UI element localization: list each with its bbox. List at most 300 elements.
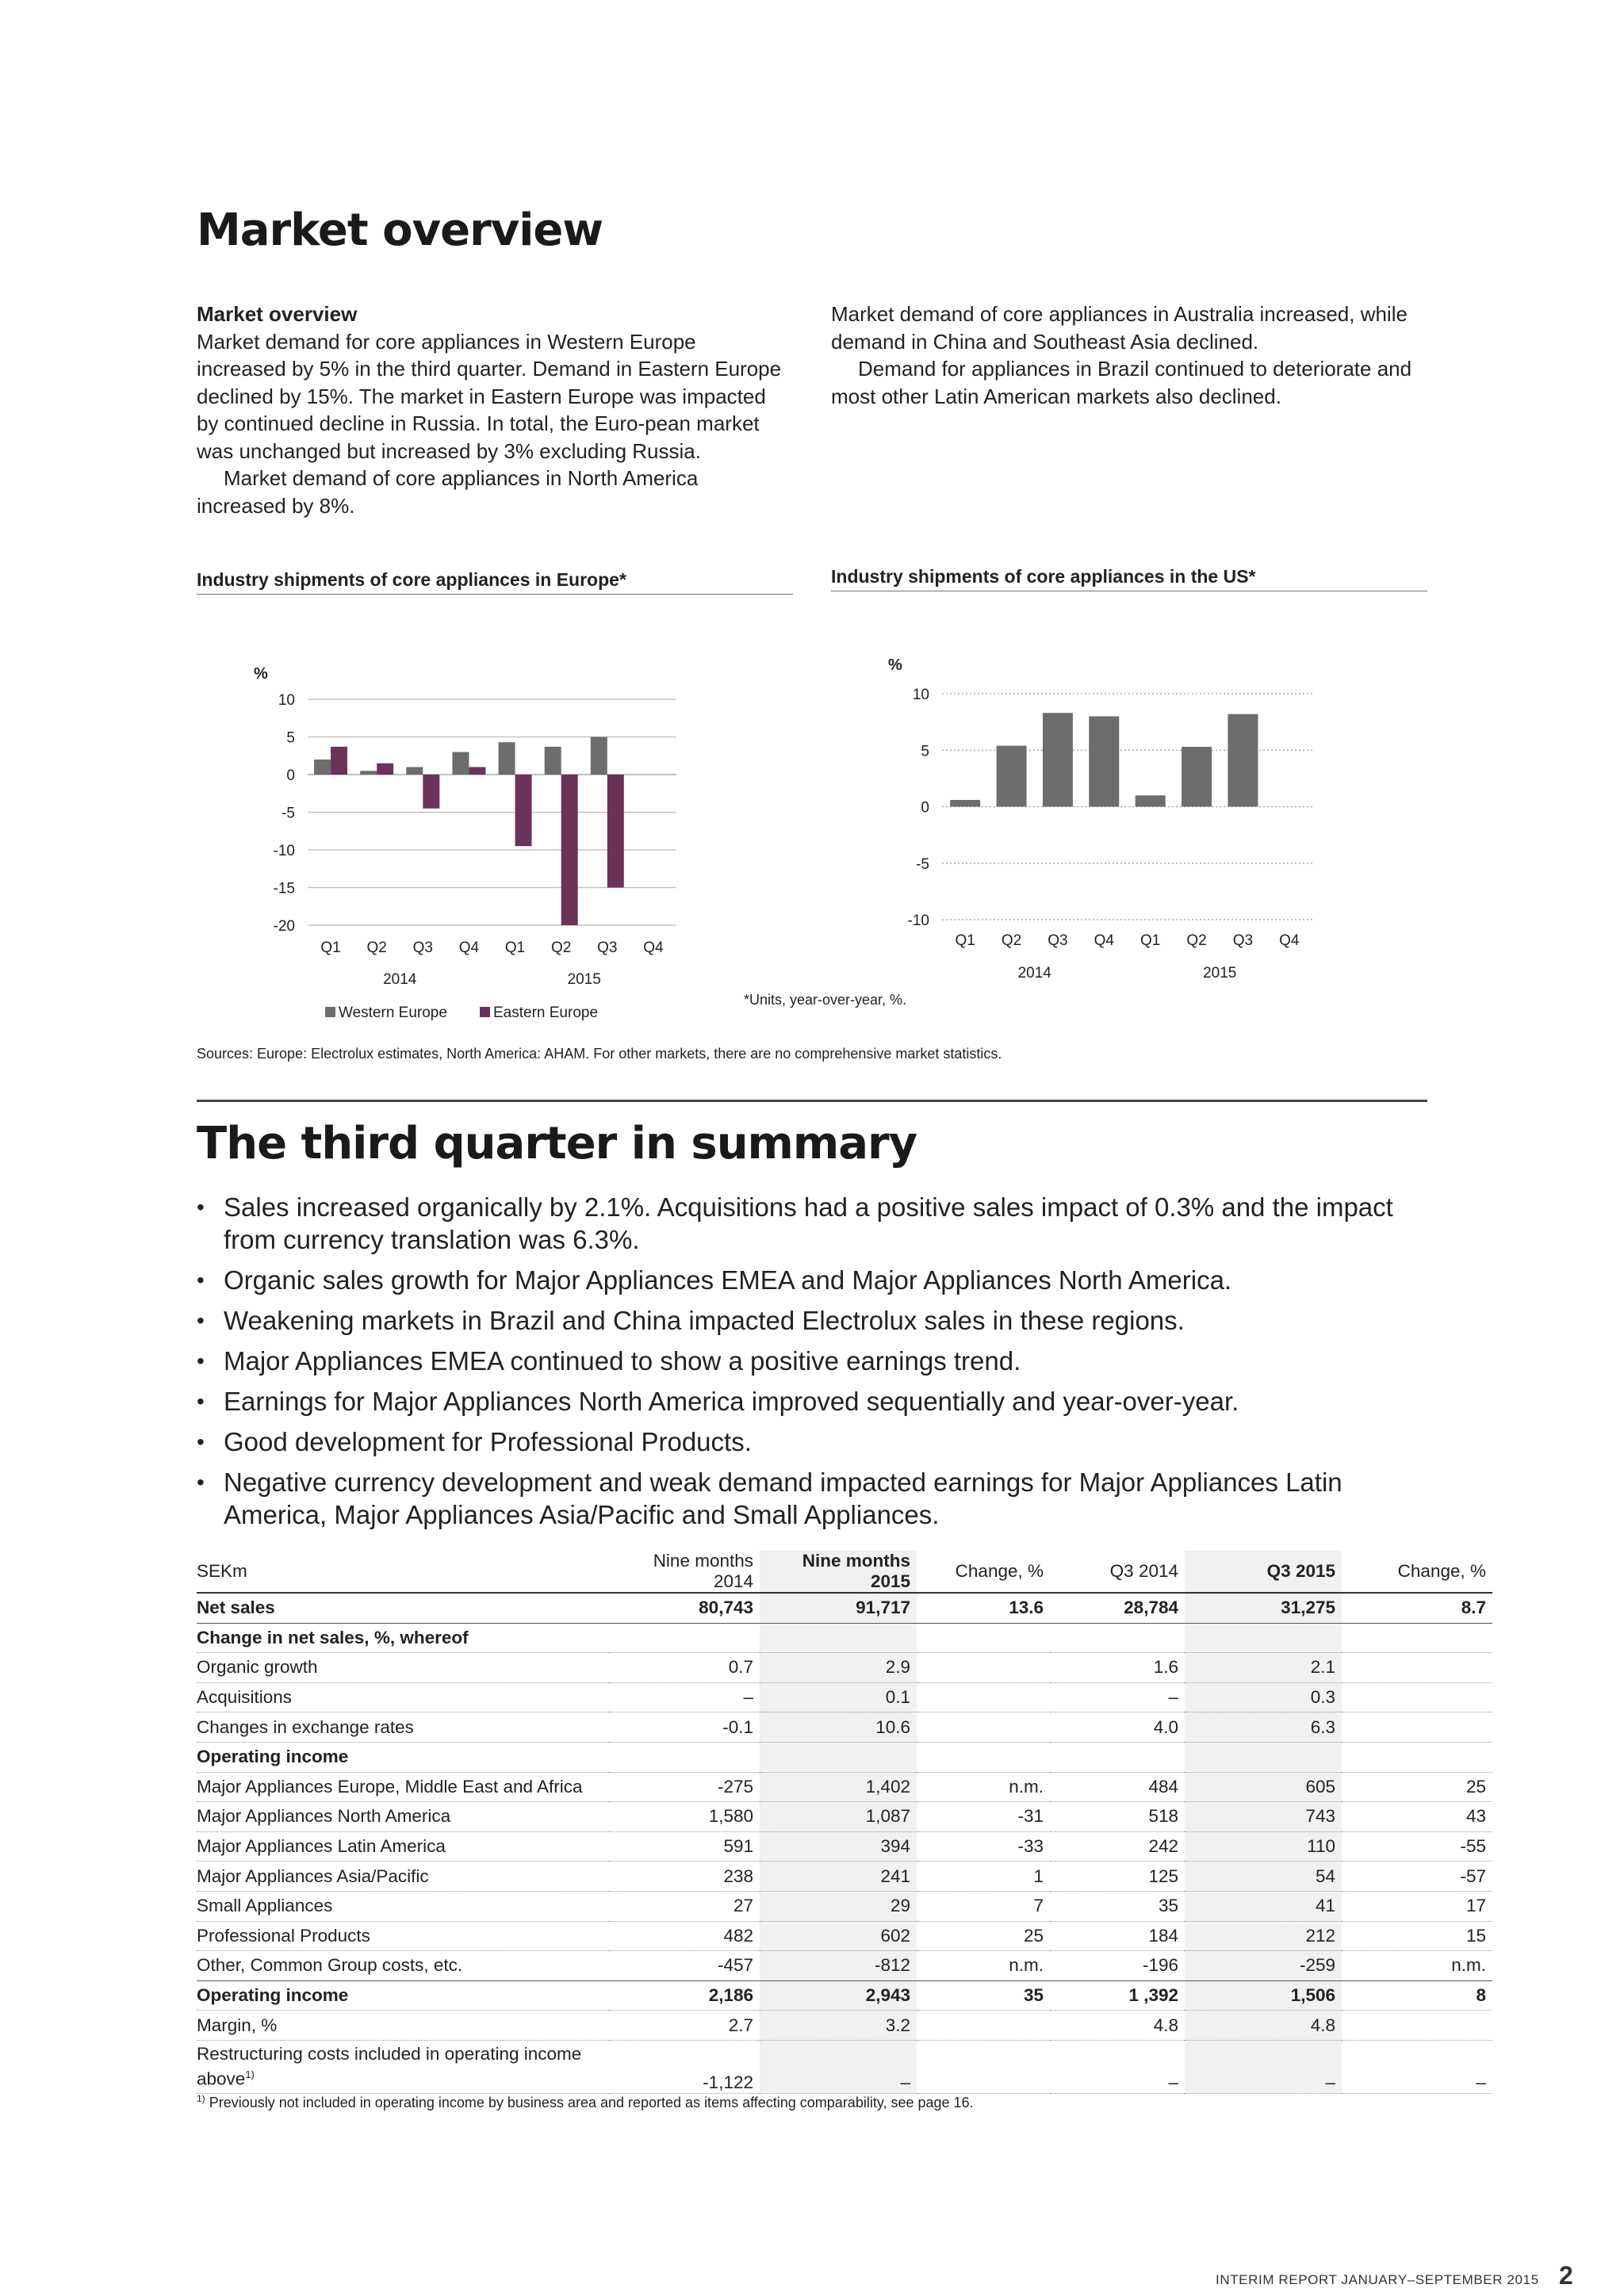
- table-cell: [1185, 1831, 1342, 1862]
- us-bar: [1043, 713, 1073, 806]
- page-number: 2: [1559, 2261, 1573, 2290]
- us-bar: [1089, 717, 1119, 807]
- table-cell: [1050, 1712, 1185, 1743]
- europe-y-tick: 5: [286, 729, 295, 747]
- footnote-mark: 1): [197, 2093, 205, 2104]
- europe-y-tick: 10: [278, 692, 295, 709]
- europe-y-tick: -20: [273, 918, 295, 935]
- table-cell: [917, 1593, 1050, 1623]
- row-label: [197, 1862, 609, 1892]
- europe-bar-western: [545, 747, 561, 775]
- table-cell: [760, 1891, 917, 1921]
- table-header-cell: Change, %: [917, 1551, 1050, 1593]
- table-cell: [609, 1831, 760, 1862]
- us-chart: [831, 634, 1434, 999]
- europe-legend-label: Eastern Europe: [493, 1004, 599, 1021]
- table-cell: [760, 1980, 917, 2011]
- table-cell: [917, 1802, 1050, 1832]
- europe-x-tick: Q2: [551, 939, 572, 956]
- table-cell: [760, 1653, 917, 1683]
- table-cell: [917, 1653, 1050, 1683]
- table-cell: [1185, 1980, 1342, 2011]
- cell-text: 28,784: [1124, 1598, 1178, 1618]
- market-paragraph-1: Market demand for core appliances in Western Europe increased by 5% in the third quarter. Demand in Eastern Europe declined by 15%. The market in Eastern Europe was impacted by continued decline in Russia. In total, the Euro-pean market was unchanged but increased by 3% excluding Russia.: [197, 329, 782, 463]
- cell-text: -57: [1460, 1866, 1486, 1886]
- us-y-tick: 10: [912, 687, 929, 703]
- europe-y-tick: -15: [273, 880, 295, 897]
- table-cell: [760, 1831, 917, 1862]
- europe-bar-western: [499, 742, 515, 775]
- summary-bullet: • Good development for Professional Products.: [197, 1425, 1434, 1458]
- cell-text: 29: [890, 1896, 910, 1916]
- table-cell: [760, 1682, 917, 1712]
- cell-text: 1 ,392: [1128, 1985, 1178, 2006]
- table-cell: [1342, 2040, 1492, 2093]
- cell-text: 1,402: [865, 1776, 910, 1797]
- table-cell: [1050, 1891, 1185, 1921]
- europe-x-tick: Q1: [504, 939, 526, 956]
- table-cell: [917, 1682, 1050, 1712]
- us-x-tick: Q3: [1232, 932, 1254, 949]
- table-cell: [917, 1921, 1050, 1951]
- table-row: [197, 1980, 1492, 2011]
- cell-text: n.m.: [1009, 1955, 1044, 1976]
- table-cell: [1342, 1891, 1492, 1921]
- us-bar: [1136, 795, 1166, 806]
- row-label: [197, 1682, 609, 1712]
- table-row: [197, 2040, 1492, 2093]
- cell-text: 31,275: [1281, 1598, 1335, 1618]
- table-cell: [1185, 2040, 1342, 2093]
- table-cell: [1342, 1772, 1492, 1802]
- cell-text: Other, Common Group costs, etc.: [197, 1955, 463, 1976]
- europe-y-unit: %: [254, 665, 268, 683]
- table-cell: [609, 1623, 760, 1653]
- us-y-tick: 0: [921, 799, 929, 817]
- cell-text: 2.7: [728, 2015, 753, 2035]
- cell-text: 2,186: [708, 1985, 753, 2006]
- europe-bar-eastern: [607, 775, 624, 888]
- cell-text: Acquisitions: [197, 1687, 293, 1708]
- table-cell: [1050, 1951, 1185, 1981]
- europe-chart-title: Industry shipments of core appliances in Europe*: [197, 569, 793, 595]
- cell-text: 3.2: [885, 2015, 910, 2035]
- us-y-tick: -5: [916, 855, 929, 873]
- row-label: [197, 1921, 609, 1951]
- europe-year-label: 2015: [567, 971, 601, 988]
- cell-text: 743: [1305, 1806, 1335, 1827]
- row-label: [197, 1742, 609, 1772]
- table-header-cell: Q3 2015: [1185, 1551, 1342, 1593]
- cell-text: 41: [1315, 1896, 1335, 1916]
- row-label: [197, 1980, 609, 2011]
- summary-bullet: • Earnings for Major Appliances North America improved sequentially and year-over-year.: [197, 1385, 1434, 1418]
- table-cell: [609, 1712, 760, 1743]
- table-cell: [1185, 2011, 1342, 2041]
- table-cell: [609, 1593, 760, 1623]
- us-y-tick: 5: [921, 743, 929, 760]
- footnote-text: Previously not included in operating income by business area and reported as items affecting comparability, see page 16.: [209, 2095, 974, 2110]
- table-cell: [1185, 1891, 1342, 1921]
- table-cell: [609, 1951, 760, 1981]
- cell-text: 238: [723, 1866, 753, 1886]
- us-year-label: 2015: [1203, 965, 1237, 982]
- cell-text: 10.6: [875, 1716, 910, 1737]
- table-row: [197, 1682, 1492, 1712]
- cell-text: 2.9: [885, 1657, 910, 1678]
- table-cell: [609, 1980, 760, 2011]
- footnote-reference: 1): [245, 2068, 255, 2081]
- table-cell: [1185, 1772, 1342, 1802]
- us-y-tick: -10: [907, 913, 929, 929]
- table-cell: [917, 1951, 1050, 1981]
- us-bar: [997, 746, 1027, 807]
- cell-text: 605: [1305, 1776, 1335, 1797]
- table-cell: [609, 1772, 760, 1802]
- cell-text: Changes in exchange rates: [197, 1716, 414, 1737]
- table-row: [197, 1951, 1492, 1981]
- cell-text: 1,506: [1290, 1985, 1335, 2006]
- cell-text: 591: [723, 1836, 753, 1857]
- summary-bullet: • Major Appliances EMEA continued to show a positive earnings trend.: [197, 1345, 1434, 1377]
- cell-text: 4.0: [1153, 1716, 1178, 1737]
- row-label: [197, 1831, 609, 1862]
- table-cell: [1342, 1593, 1492, 1623]
- table-cell: [1185, 1712, 1342, 1743]
- table-cell: [609, 2040, 760, 2093]
- cell-text: Major Appliances Asia/Pacific: [197, 1866, 429, 1886]
- table-cell: [1185, 1951, 1342, 1981]
- us-chart-title: Industry shipments of core appliances in the US*: [831, 566, 1427, 591]
- cell-text: Net sales: [197, 1598, 275, 1618]
- table-footnote: [197, 2093, 974, 2111]
- table-row: [197, 1712, 1492, 1743]
- cell-text: 242: [1148, 1836, 1178, 1857]
- table-header-cell: Q3 2014: [1050, 1551, 1185, 1593]
- table-cell: [1342, 1742, 1492, 1772]
- cell-text: Small Appliances: [197, 1896, 333, 1916]
- table-cell: [1342, 1682, 1492, 1712]
- europe-y-tick: -5: [282, 805, 295, 822]
- table-cell: [917, 2011, 1050, 2041]
- market-paragraph-3: Market demand of core appliances in Australia increased, while demand in China and Southeast Asia declined.: [831, 302, 1408, 354]
- europe-bar-eastern: [515, 775, 532, 846]
- table-cell: [609, 1742, 760, 1772]
- market-subheading: Market overview: [197, 302, 358, 326]
- us-x-tick: Q2: [1186, 932, 1207, 949]
- cell-text: 25: [1023, 1925, 1044, 1946]
- table-row: [197, 1891, 1492, 1921]
- market-text-right: [831, 300, 1418, 410]
- europe-x-tick: Q1: [320, 939, 341, 956]
- row-label: [197, 1951, 609, 1981]
- table-cell: [1050, 2011, 1185, 2041]
- table-cell: [917, 1862, 1050, 1892]
- row-label: [197, 1772, 609, 1802]
- table-cell: [760, 1802, 917, 1832]
- us-year-label: 2014: [1017, 965, 1051, 982]
- table-row: [197, 1802, 1492, 1832]
- table-cell: [917, 1623, 1050, 1653]
- cell-text: 394: [880, 1836, 910, 1857]
- cell-text: 602: [880, 1925, 910, 1946]
- cell-text: 7: [1033, 1896, 1044, 1916]
- table-cell: [1050, 1921, 1185, 1951]
- table-row: [197, 1921, 1492, 1951]
- table-cell: [1342, 1951, 1492, 1981]
- table-cell: [760, 1772, 917, 1802]
- cell-text: 1,087: [865, 1806, 910, 1827]
- page-title: Market overview: [197, 205, 603, 256]
- table-cell: [760, 1862, 917, 1892]
- cell-text: 2,943: [865, 1985, 910, 2006]
- table-cell: [760, 1742, 917, 1772]
- us-x-tick: Q3: [1048, 932, 1068, 949]
- table-cell: [1342, 1653, 1492, 1683]
- europe-x-tick: Q2: [366, 939, 387, 956]
- cell-text: -31: [1017, 1806, 1044, 1827]
- table-cell: [1050, 1682, 1185, 1712]
- table-cell: [1185, 1802, 1342, 1832]
- us-x-tick: Q1: [955, 932, 975, 949]
- cell-text: 35: [1023, 1985, 1044, 2006]
- us-x-tick: Q4: [1094, 932, 1114, 949]
- table-row: [197, 1623, 1492, 1653]
- europe-x-tick: Q3: [412, 939, 433, 956]
- cell-text: -812: [874, 1955, 910, 1976]
- table-cell: [917, 1712, 1050, 1743]
- europe-chart: [197, 634, 831, 1047]
- table-cell: [917, 1831, 1050, 1862]
- cell-text: 27: [733, 1896, 753, 1916]
- table-header-cell: SEKm: [197, 1551, 609, 1593]
- table-cell: [1185, 1653, 1342, 1683]
- cell-text: 241: [880, 1866, 910, 1886]
- cell-text: n.m.: [1009, 1776, 1044, 1797]
- table-cell: [917, 1772, 1050, 1802]
- row-label: [197, 2011, 609, 2041]
- table-cell: [609, 1921, 760, 1951]
- europe-legend-label: Western Europe: [339, 1004, 447, 1021]
- table-cell: [1050, 2040, 1185, 2093]
- cell-text: Restructuring costs included in operating income above: [197, 2044, 582, 2089]
- us-x-tick: Q1: [1140, 932, 1161, 949]
- table-cell: [609, 2011, 760, 2041]
- cell-text: 0.7: [728, 1657, 753, 1678]
- table-cell: [609, 1653, 760, 1683]
- cell-text: –: [1325, 2072, 1335, 2092]
- cell-text: 1: [1033, 1866, 1044, 1886]
- europe-year-label: 2014: [383, 971, 417, 988]
- cell-text: 25: [1465, 1776, 1486, 1797]
- table-cell: [760, 1712, 917, 1743]
- table-cell: [760, 1951, 917, 1981]
- cell-text: 0.3: [1310, 1687, 1335, 1708]
- cell-text: Operating income: [197, 1747, 349, 1767]
- cell-text: 0.1: [885, 1687, 910, 1708]
- cell-text: 484: [1148, 1776, 1178, 1797]
- summary-bullet: • Organic sales growth for Major Appliances EMEA and Major Appliances North America.: [197, 1264, 1434, 1296]
- table-header-row: [197, 1551, 1492, 1593]
- cell-text: 125: [1148, 1866, 1178, 1886]
- table-cell: [1342, 1831, 1492, 1862]
- cell-text: –: [1168, 2072, 1178, 2092]
- cell-text: -0.1: [722, 1716, 753, 1737]
- footer-label: INTERIM REPORT JANUARY–SEPTEMBER 2015: [1216, 2272, 1539, 2287]
- market-text-left: [197, 300, 783, 519]
- cell-text: -457: [717, 1955, 753, 1976]
- table-row: [197, 1772, 1492, 1802]
- table-cell: [1185, 1921, 1342, 1951]
- table-cell: [1342, 1921, 1492, 1951]
- summary-bullet: • Sales increased organically by 2.1%. Acquisitions had a positive sales impact of 0.3% and the impact from currency translation was 6.3%.: [197, 1191, 1434, 1256]
- table-cell: [1185, 1623, 1342, 1653]
- cell-text: Major Appliances Latin America: [197, 1836, 446, 1857]
- cell-text: 1.6: [1153, 1657, 1178, 1678]
- cell-text: Margin, %: [197, 2015, 278, 2035]
- table-header-cell: Nine months 2015: [760, 1551, 917, 1593]
- cell-text: 80,743: [699, 1598, 753, 1618]
- table-cell: [760, 1593, 917, 1623]
- table-cell: [1050, 1653, 1185, 1683]
- europe-bar-western: [314, 760, 331, 775]
- table-cell: [1342, 2011, 1492, 2041]
- cell-text: 482: [723, 1925, 753, 1946]
- table-cell: [1342, 1712, 1492, 1743]
- table-cell: [760, 1921, 917, 1951]
- table-cell: [1050, 1742, 1185, 1772]
- row-label: [197, 1802, 609, 1832]
- market-paragraph-2: Market demand of core appliances in North America increased by 8%.: [197, 466, 699, 518]
- cell-text: 17: [1465, 1896, 1486, 1916]
- cell-text: -1,122: [703, 2072, 753, 2092]
- cell-text: 6.3: [1310, 1716, 1335, 1737]
- cell-text: Professional Products: [197, 1925, 370, 1946]
- cell-text: n.m.: [1451, 1955, 1486, 1976]
- cell-text: Change in net sales, %, whereof: [197, 1627, 469, 1647]
- table-cell: [760, 1623, 917, 1653]
- cell-text: 8.7: [1461, 1598, 1486, 1618]
- cell-text: -33: [1017, 1836, 1044, 1857]
- us-x-tick: Q4: [1279, 932, 1300, 949]
- europe-x-tick: Q3: [597, 939, 618, 956]
- cell-text: 1,580: [708, 1806, 753, 1827]
- chart-note: *Units, year-over-year, %.: [744, 992, 907, 1008]
- cell-text: 43: [1465, 1806, 1486, 1827]
- table-cell: [1050, 1980, 1185, 2011]
- europe-bar-eastern: [469, 767, 485, 775]
- cell-text: 8: [1476, 1985, 1486, 2006]
- europe-bar-western: [406, 767, 423, 775]
- table-cell: [1050, 1772, 1185, 1802]
- us-bar: [1228, 714, 1258, 807]
- section-divider: [197, 1100, 1427, 1102]
- table-cell: [1342, 1980, 1492, 2011]
- table-row: [197, 1742, 1492, 1772]
- cell-text: –: [743, 1687, 753, 1708]
- table-cell: [609, 1802, 760, 1832]
- market-paragraph-4: Demand for appliances in Brazil continued to deteriorate and most other Latin American markets also declined.: [831, 357, 1412, 408]
- cell-text: 15: [1465, 1925, 1486, 1946]
- table-cell: [760, 2040, 917, 2093]
- table-row: [197, 1593, 1492, 1623]
- europe-legend-swatch: [325, 1007, 335, 1017]
- table-cell: [917, 1891, 1050, 1921]
- europe-x-tick: Q4: [643, 939, 664, 956]
- table-row: [197, 2011, 1492, 2041]
- table-cell: [1185, 1862, 1342, 1892]
- cell-text: -275: [717, 1776, 753, 1797]
- table-cell: [1050, 1831, 1185, 1862]
- cell-text: -259: [1299, 1955, 1335, 1976]
- row-label: [197, 1653, 609, 1683]
- europe-bar-eastern: [331, 747, 347, 775]
- europe-bar-eastern: [377, 763, 393, 775]
- cell-text: 184: [1148, 1925, 1178, 1946]
- cell-text: Organic growth: [197, 1657, 318, 1678]
- table-cell: [1185, 1742, 1342, 1772]
- cell-text: -55: [1460, 1836, 1486, 1857]
- table-cell: [1050, 1623, 1185, 1653]
- table-header-cell: Change, %: [1342, 1551, 1492, 1593]
- cell-text: Major Appliances Europe, Middle East and Africa: [197, 1776, 583, 1797]
- table-row: [197, 1831, 1492, 1862]
- row-label: [197, 1593, 609, 1623]
- table-cell: [1185, 1593, 1342, 1623]
- cell-text: –: [1476, 2072, 1486, 2092]
- cell-text: Operating income: [197, 1985, 349, 2006]
- table-cell: [917, 2040, 1050, 2093]
- chart-sources: Sources: Europe: Electrolux estimates, North America: AHAM. For other markets, there are no comprehensive market statistics.: [197, 1046, 1002, 1062]
- table-cell: [917, 1742, 1050, 1772]
- table-cell: [1050, 1802, 1185, 1832]
- financial-table: [197, 1551, 1492, 2094]
- europe-bar-eastern: [423, 775, 439, 809]
- cell-text: 518: [1148, 1806, 1178, 1827]
- summary-heading: The third quarter in summary: [197, 1118, 917, 1169]
- table-row: [197, 1862, 1492, 1892]
- europe-y-tick: 0: [286, 767, 295, 784]
- us-x-tick: Q2: [1001, 932, 1022, 949]
- cell-text: 110: [1307, 1836, 1335, 1857]
- europe-x-tick: Q4: [458, 939, 480, 956]
- row-label: [197, 1623, 609, 1653]
- cell-text: -196: [1142, 1955, 1178, 1976]
- cell-text: 4.8: [1153, 2015, 1178, 2035]
- europe-y-tick: -10: [273, 843, 295, 859]
- europe-legend-swatch: [480, 1007, 490, 1017]
- table-cell: [1342, 1862, 1492, 1892]
- summary-list: [197, 1191, 1434, 1539]
- summary-bullet: • Weakening markets in Brazil and China impacted Electrolux sales in these regions.: [197, 1304, 1434, 1337]
- cell-text: Major Appliances North America: [197, 1806, 451, 1827]
- cell-text: –: [900, 2072, 910, 2092]
- table-cell: [1185, 1682, 1342, 1712]
- cell-text: 212: [1305, 1925, 1335, 1946]
- europe-bar-western: [452, 752, 469, 775]
- row-label: [197, 1891, 609, 1921]
- us-y-unit: %: [888, 656, 902, 674]
- row-label: [197, 1712, 609, 1743]
- table-header-cell: Nine months 2014: [609, 1551, 760, 1593]
- cell-text: 54: [1315, 1866, 1335, 1886]
- table-cell: [609, 1891, 760, 1921]
- cell-text: 13.6: [1009, 1598, 1044, 1618]
- table-row: [197, 1653, 1492, 1683]
- cell-text: 91,717: [856, 1598, 910, 1618]
- cell-text: 2.1: [1310, 1657, 1335, 1678]
- row-label: [197, 2040, 609, 2093]
